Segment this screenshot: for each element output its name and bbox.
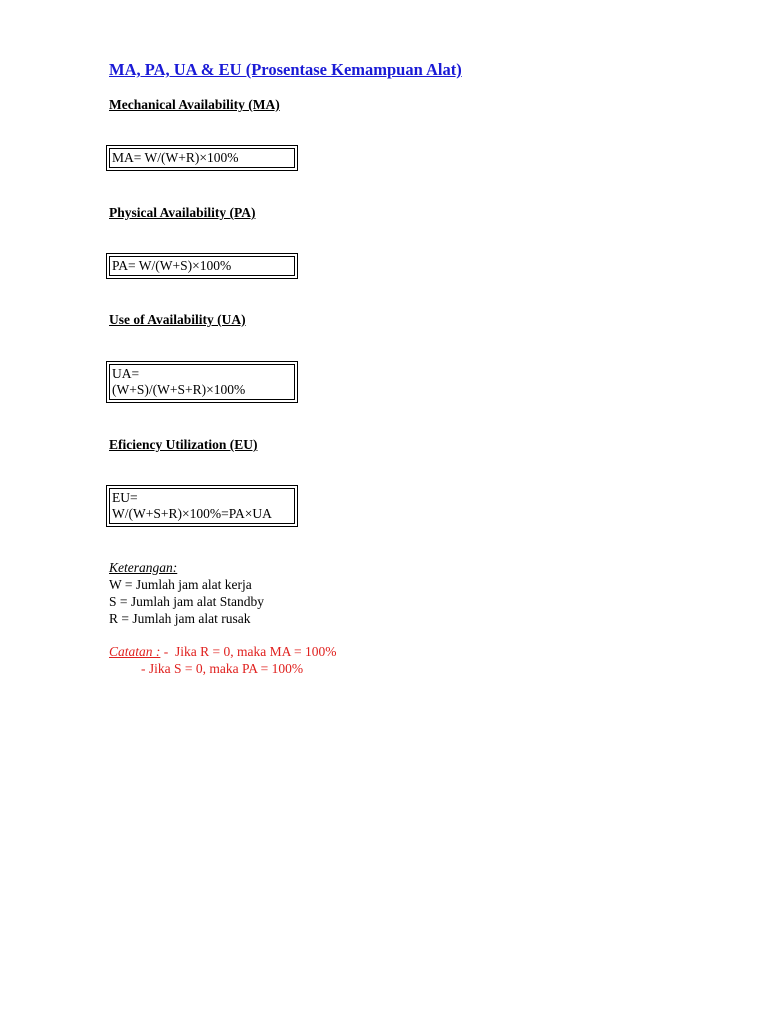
- formula-ua-line-1: UA=: [112, 366, 140, 381]
- formula-ma: [109, 148, 295, 168]
- formula-box-ma: [106, 145, 298, 171]
- notes-item-w: W = Jumlah jam alat kerja: [109, 577, 252, 592]
- formula-ua-line-2: (W+S)/(W+S+R)×100%: [112, 382, 246, 397]
- formula-box-pa: [106, 253, 298, 279]
- catatan-label: Catatan :: [109, 644, 161, 659]
- heading-eficiency-utilization: Eficiency Utilization (EU): [109, 437, 258, 452]
- heading-physical-availability: Physical Availability (PA): [109, 205, 256, 220]
- formula-eu-line-1: EU=: [112, 490, 138, 505]
- formula-box-ua: [106, 361, 298, 403]
- catatan-block: [109, 643, 336, 677]
- formula-pa-line-1: PA= W/(W+S)×100%: [112, 258, 232, 273]
- document-title: MA, PA, UA & EU (Prosentase Kemampuan Alat): [109, 60, 462, 79]
- formula-eu-line-2: W/(W+S+R)×100%=PA×UA: [112, 506, 272, 521]
- notes-block: [109, 559, 264, 627]
- formula-box-eu: [106, 485, 298, 527]
- heading-use-of-availability: Use of Availability (UA): [109, 312, 246, 327]
- catatan-line-1: [109, 643, 336, 660]
- formula-ua: [109, 364, 295, 400]
- formula-ma-line-1: MA= W/(W+R)×100%: [112, 150, 239, 165]
- formula-eu: [109, 488, 295, 524]
- catatan-line-2: - Jika S = 0, maka PA = 100%: [141, 661, 304, 676]
- formula-pa: [109, 256, 295, 276]
- heading-mechanical-availability: Mechanical Availability (MA): [109, 97, 280, 112]
- notes-item-s: S = Jumlah jam alat Standby: [109, 594, 264, 609]
- catatan-text-1: - Jika R = 0, maka MA = 100%: [160, 644, 337, 659]
- notes-label: Keterangan:: [109, 560, 178, 575]
- notes-item-r: R = Jumlah jam alat rusak: [109, 611, 251, 626]
